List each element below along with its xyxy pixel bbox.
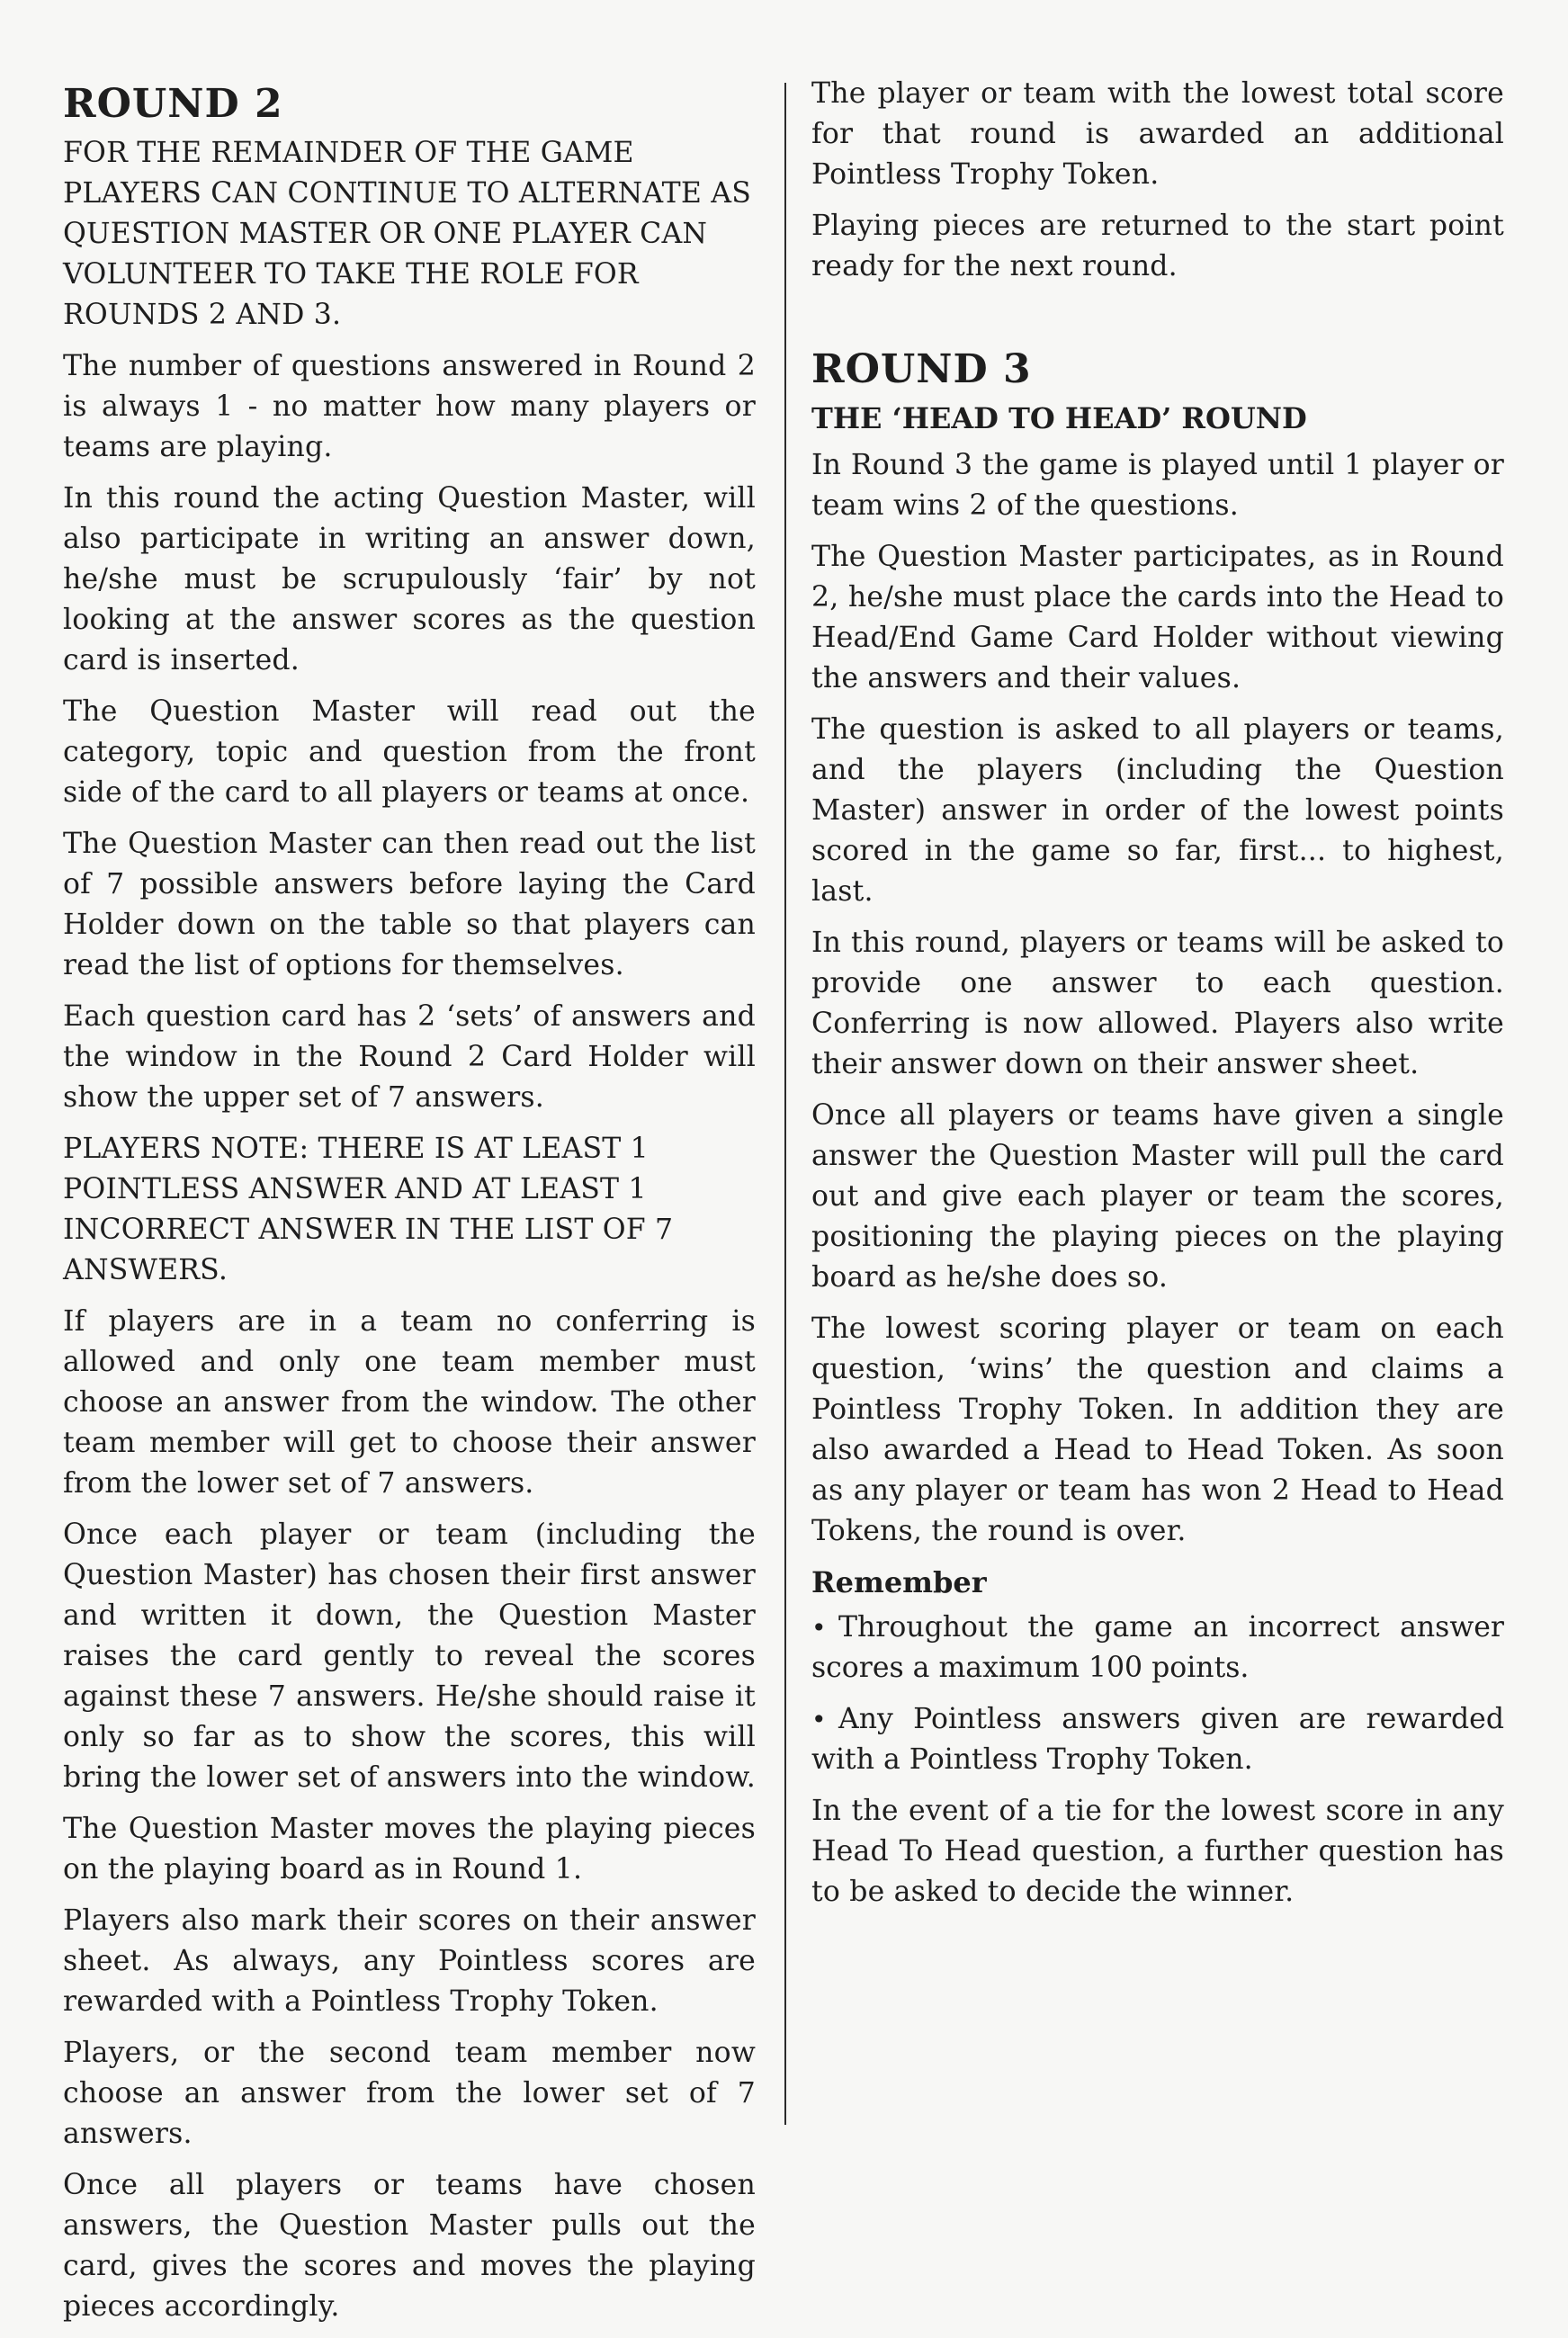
paragraph: In this round the acting Question Master, will also participate in writing an answer down, he/she must be scrupulously ‘fair’ by not looking at the answer scores as the question card is inserted. — [63, 482, 756, 676]
paragraph: Each question card has 2 ‘sets’ of answers and the window in the Round 2 Card Holder will show the upper set of 7 answers. — [63, 1000, 756, 1114]
list-item — [811, 1608, 1504, 1689]
paragraph: The Question Master will read out the category, topic and question from the front side of the card to all players or teams at once. — [63, 695, 756, 809]
round-3-heading: ROUND 3 — [811, 346, 1032, 392]
paragraph: FOR THE REMAINDER OF THE GAME PLAYERS CAN CONTINUE TO ALTERNATE AS QUESTION MASTER OR ONE PLAYER CAN VOLUNTEER TO TAKE THE ROLE FOR ROUNDS 2 AND 3. — [63, 137, 751, 331]
list-item-text: Throughout the game an incorrect answer scores a maximum 100 points. — [811, 1611, 1504, 1684]
closing-paragraph: In the event of a tie for the lowest score in any Head To Head question, a further question has to be asked to decide the winner. — [811, 1795, 1504, 1908]
paragraph: The Question Master can then read out the list of 7 possible answers before laying the Card Holder down on the table so that players can read the list of options for themselves. — [63, 828, 756, 981]
paragraph: The Question Master moves the playing pieces on the playing board as in Round 1. — [63, 1813, 756, 1886]
left-column — [63, 72, 756, 2338]
paragraph: The Question Master participates, as in Round 2, he/she must place the cards into the Head to Head/End Game Card Holder without viewing the answers and their values. — [811, 541, 1504, 694]
spacer — [811, 298, 1504, 337]
remember-heading: Remember — [811, 1565, 987, 1599]
paragraph: Players, or the second team member now choose an answer from the lower set of 7 answers. — [63, 2037, 756, 2150]
paragraph: If players are in a team no conferring is allowed and only one team member must choose an answer from the window. The other team member will get to choose their answer from the lower set of 7 answers. — [63, 1305, 756, 1500]
round-2-heading: ROUND 2 — [63, 81, 283, 127]
paragraph: In Round 3 the game is played until 1 player or team wins 2 of the questions. — [811, 449, 1504, 522]
paragraph: The lowest scoring player or team on each question, ‘wins’ the question and claims a Pointless Trophy Token. In addition they are also awarded a Head to Head Token. As soon as any player or team has won 2 Head to Head Tokens, the round is over. — [811, 1312, 1504, 1547]
list-item — [811, 1699, 1504, 1780]
paragraph: Once all players or teams have given a single answer the Question Master will pull the card out and give each player or team the scores, positioning the playing pieces on the playing board as he/she does so. — [811, 1099, 1504, 1294]
round-3-subheading: THE ‘HEAD TO HEAD’ ROUND — [811, 401, 1307, 435]
paragraph: Once all players or teams have chosen answers, the Question Master pulls out the card, gives the scores and moves the playing pieces accordingly. — [63, 2169, 756, 2323]
bullet-icon: • — [811, 1705, 827, 1734]
list-item-text: Any Pointless answers given are rewarded with a Pointless Trophy Token. — [811, 1703, 1504, 1776]
paragraph: The number of questions answered in Round 2 is always 1 - no matter how many players or teams are playing. — [63, 350, 756, 463]
paragraph: Once each player or team (including the Question Master) has chosen their first answer and written it down, the Question Master raises the card gently to reveal the scores against these 7 answers. He/she should raise it only so far as to show the scores, this will bring the lower set of answers into the window. — [63, 1518, 756, 1794]
column-divider — [784, 83, 786, 2125]
paragraph: The question is asked to all players or teams, and the players (including the Question Master) answer in order of the lowest points scored in the game so far, first... to highest, last. — [811, 713, 1504, 908]
right-column — [811, 74, 1504, 1923]
bullet-icon: • — [811, 1613, 827, 1643]
paragraph: In this round, players or teams will be asked to provide one answer to each question. Conferring is now allowed. Players also write their answer down on their answer sheet. — [811, 927, 1504, 1080]
players-note: PLAYERS NOTE: THERE IS AT LEAST 1 POINTLESS ANSWER AND AT LEAST 1 INCORRECT ANSWER IN THE LIST OF 7 ANSWERS. — [63, 1133, 674, 1286]
paragraph: The player or team with the lowest total score for that round is awarded an additional Pointless Trophy Token. — [811, 77, 1504, 191]
paragraph: Playing pieces are returned to the start point ready for the next round. — [811, 210, 1504, 282]
remember-list — [811, 1608, 1504, 1780]
paragraph: Players also mark their scores on their answer sheet. As always, any Pointless scores are rewarded with a Pointless Trophy Token. — [63, 1904, 756, 2018]
